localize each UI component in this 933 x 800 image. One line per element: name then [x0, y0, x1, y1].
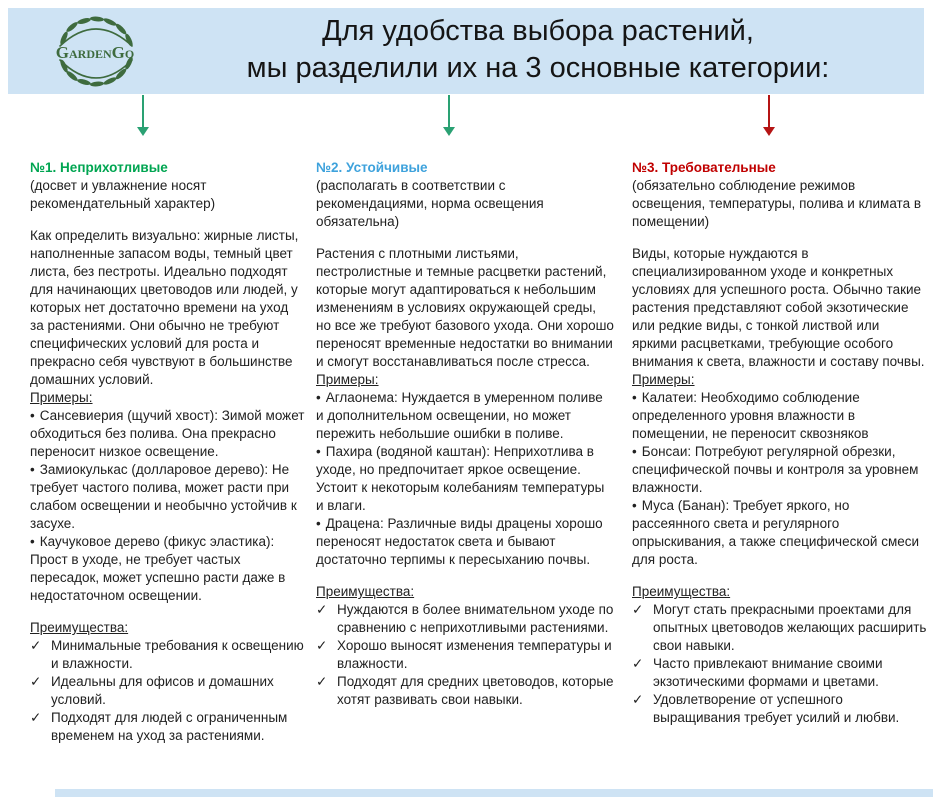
examples-label: Примеры: — [30, 390, 93, 405]
title-line-2: мы разделили их на 3 основные категории: — [246, 52, 830, 84]
example-text: Калатеи: Необходимо соблюдение определенного уровня влажности в помещении, не переносит сквозняков — [632, 390, 869, 441]
example-item — [30, 407, 305, 461]
advantages-block — [632, 583, 928, 727]
footer-accent-bar — [55, 789, 933, 797]
example-item — [632, 443, 928, 497]
example-text: Каучуковое дерево (фикус эластика): Прост в уходе, не требует частых пересадок, может успешно расти даже в недостаточном освещении. — [30, 534, 286, 603]
bullet-icon: • — [632, 498, 637, 513]
examples-label: Примеры: — [316, 372, 379, 387]
arrow-head-icon — [137, 127, 149, 136]
bullet-icon: • — [30, 462, 35, 477]
bullet-icon: • — [632, 444, 637, 459]
category-arrow-1 — [137, 95, 149, 136]
title-line-1: Для удобства выбора растений, — [322, 15, 754, 47]
page-title — [178, 13, 898, 87]
check-icon: ✓ — [316, 638, 328, 653]
example-text: Бонсаи: Потребуют регулярной обрезки, специфической почвы и контроля за уровнем влажности. — [632, 444, 919, 495]
advantages-label: Преимущества: — [30, 620, 129, 635]
example-text: Муса (Банан): Требует яркого, но рассеянного света и регулярного опрыскивания, а также специфической смеси для роста. — [632, 498, 920, 567]
category-column-1 — [30, 159, 305, 745]
advantage-text: Минимальные требования к освещению и влажности. — [51, 638, 304, 671]
advantage-text: Удовлетворение от успешного выращивания требует усилий и любви. — [653, 692, 900, 725]
category-arrow-3 — [763, 95, 775, 136]
check-icon: ✓ — [30, 710, 42, 725]
example-text: Драцена: Различные виды драцены хорошо переносят недостаток света и бывают достаточно терпимы к пересыханию почвы. — [316, 516, 603, 567]
bullet-icon: • — [316, 444, 321, 459]
advantage-text: Идеальны для офисов и домашних условий. — [51, 674, 274, 707]
example-text: Аглаонема: Нуждается в умеренном поливе и дополнительном освещении, но может пережить небольшие ошибки в поливе. — [316, 390, 603, 441]
example-item — [316, 389, 614, 443]
arrow-stem — [448, 95, 450, 127]
advantages-label: Преимущества: — [316, 584, 415, 599]
arrow-head-icon — [763, 127, 775, 136]
check-icon: ✓ — [316, 674, 328, 689]
category-column-3 — [632, 159, 928, 745]
advantage-item — [30, 637, 305, 673]
category-arrow-2 — [443, 95, 455, 136]
category-description: Виды, которые нуждаются в специализированном уходе и конкретных условиях для успешного роста. Обычно такие растения представляют собой экзотические или редкие виды, с тонкой листвой или яркими расцветками, требующие особого внимания к света, влажности и составу почвы. — [632, 246, 925, 369]
bullet-icon: • — [632, 390, 637, 405]
category-column-2 — [316, 159, 614, 745]
example-item — [632, 389, 928, 443]
example-text: Замиокулькас (долларовое дерево): Не требует частого полива, может расти при слабом освещении и необычно устойчив к засухе. — [30, 462, 297, 531]
advantage-text: Хорошо выносят изменения температуры и влажности. — [337, 638, 612, 671]
advantage-text: Могут стать прекрасными проектами для опытных цветоводов желающих расширить свои навыки. — [653, 602, 927, 653]
check-icon: ✓ — [632, 602, 644, 617]
check-icon: ✓ — [316, 602, 328, 617]
logo-text: GardenGo — [55, 43, 135, 62]
category-description: Как определить визуально: жирные листы, наполненные запасом воды, темный цвет листа, без пестроты. Идеально подходят для начинающих цветоводов или людей, у которых нет достаточно времени на уход за растениями. Они обычно не требуют специфических условий для роста и прекрасно себя чувствуют в большинстве домашних условий. — [30, 228, 299, 387]
examples-label: Примеры: — [632, 372, 695, 387]
advantage-item — [632, 655, 928, 691]
example-item — [316, 443, 614, 515]
advantages-label: Преимущества: — [632, 584, 731, 599]
header-band — [8, 8, 924, 94]
advantage-item — [316, 637, 614, 673]
category-heading: №1. Неприхотливые — [30, 160, 168, 175]
check-icon: ✓ — [632, 656, 644, 671]
columns-container — [30, 159, 928, 745]
category-subheading: (обязательно соблюдение режимов освещения, температуры, полива и климата в помещении) — [632, 178, 922, 229]
advantage-item — [30, 673, 305, 709]
advantage-item — [632, 601, 928, 655]
example-text: Сансевиерия (щучий хвост): Зимой может обходиться без полива. Она прекрасно переносит низкое освещение. — [30, 408, 305, 459]
logo — [34, 10, 156, 94]
advantage-item — [632, 691, 928, 727]
advantage-text: Нуждаются в более внимательном уходе по сравнению с неприхотливыми растениями. — [337, 602, 614, 635]
example-item — [632, 497, 928, 569]
advantage-text: Подходят для людей с ограниченным временем на уход за растениями. — [51, 710, 288, 743]
bullet-icon: • — [30, 534, 35, 549]
arrow-stem — [142, 95, 144, 127]
advantage-item — [316, 601, 614, 637]
category-heading: №2. Устойчивые — [316, 160, 428, 175]
bullet-icon: • — [316, 516, 321, 531]
advantages-block — [30, 619, 305, 745]
advantage-text: Часто привлекают внимание своими экзотическими формами и цветами. — [653, 656, 883, 689]
advantage-item — [316, 673, 614, 709]
check-icon: ✓ — [30, 674, 42, 689]
logo-wreath-icon — [34, 10, 156, 94]
check-icon: ✓ — [30, 638, 42, 653]
arrow-stem — [768, 95, 770, 127]
category-subheading: (располагать в соответствии с рекомендациями, норма освещения обязательна) — [316, 178, 544, 229]
advantages-block — [316, 583, 614, 709]
category-description: Растения с плотными листьями, пестролистные и темные расцветки растений, которые могут адаптироваться к небольшим изменениям в условиях окружающей среды, но все же требуют базового ухода. Они хорошо переносят временные недостатки во внимании и смогут восстанавливаться после стресса. — [316, 246, 614, 369]
advantage-item — [30, 709, 305, 745]
example-text: Пахира (водяной каштан): Неприхотлива в уходе, но предпочитает яркое освещение. Устоит к некоторым колебаниям температуры и влаги. — [316, 444, 605, 513]
category-heading: №3. Требовательные — [632, 160, 776, 175]
category-subheading: (досвет и увлажнение носят рекомендательный характер) — [30, 178, 216, 211]
arrow-head-icon — [443, 127, 455, 136]
bullet-icon: • — [316, 390, 321, 405]
example-item — [316, 515, 614, 569]
bullet-icon: • — [30, 408, 35, 423]
advantage-text: Подходят для средних цветоводов, которые хотят развивать свои навыки. — [337, 674, 614, 707]
example-item — [30, 533, 305, 605]
example-item — [30, 461, 305, 533]
check-icon: ✓ — [632, 692, 644, 707]
